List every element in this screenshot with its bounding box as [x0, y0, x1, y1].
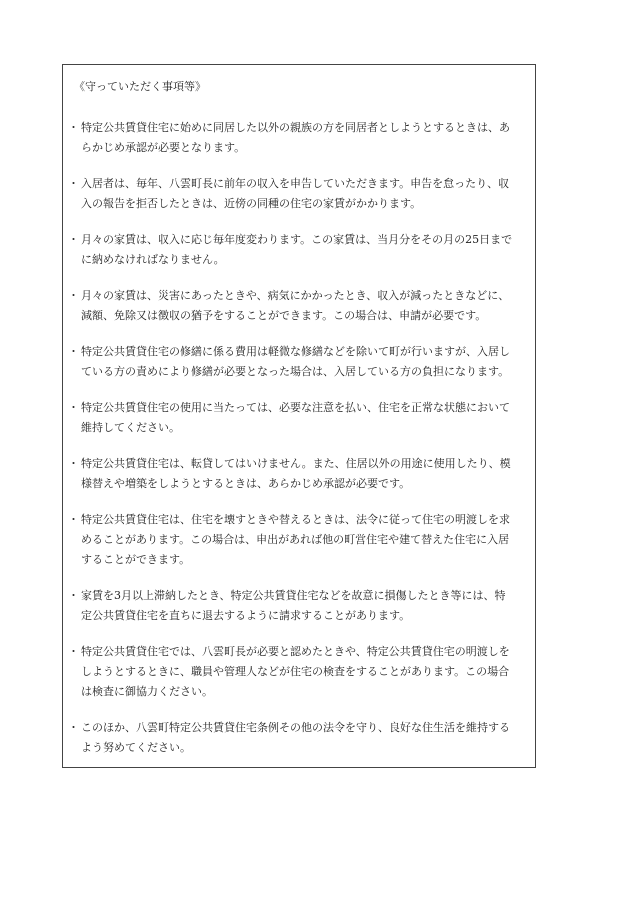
- rule-text: 特定公共賃貸住宅は、住宅を壊すときや替えるときは、法令に従って住宅の明渡しを求: [81, 513, 510, 526]
- rule-text: 入居者は、毎年、八雲町長に前年の収入を申告していただきます。申告を怠ったり、収: [81, 177, 510, 190]
- bullet-marker: ・: [68, 513, 79, 526]
- rule-text: することができます。: [81, 553, 191, 566]
- rule-line: [68, 174, 530, 194]
- rule-text: このほか、八雲町特定公共賃貸住宅条例その他の法令を守り、良好な住生活を維持する: [81, 721, 510, 734]
- rule-item: [68, 642, 530, 702]
- rule-line: [68, 682, 530, 702]
- rule-line: [68, 362, 530, 382]
- rule-text: 特定公共賃貸住宅の修繕に係る費用は軽微な修繕などを除いて町が行いますが、入居し: [81, 345, 510, 358]
- rule-text: 減額、免除又は徴収の猶予をすることができます。この場合は、申請が必要です。: [81, 309, 487, 322]
- rule-line: [68, 738, 530, 758]
- rule-line: [68, 398, 530, 418]
- rule-item: [68, 510, 530, 570]
- rule-line: [68, 138, 530, 158]
- rule-line: [68, 454, 530, 474]
- rule-line: [68, 342, 530, 362]
- rule-line: [68, 286, 530, 306]
- rule-text: 特定公共賃貸住宅では、八雲町長が必要と認めたときや、特定公共賃貸住宅の明渡しを: [81, 645, 510, 658]
- rule-line: [68, 230, 530, 250]
- rule-line: [68, 606, 530, 626]
- rule-item: [68, 286, 530, 326]
- rule-line: [68, 718, 530, 738]
- bullet-marker: ・: [68, 721, 79, 734]
- rule-text: 特定公共賃貸住宅は、転貸してはいけません。また、住居以外の用途に使用したり、模: [81, 457, 511, 470]
- bullet-marker: ・: [68, 233, 79, 246]
- rule-text: 維持してください。: [81, 421, 180, 434]
- bullet-marker: ・: [68, 345, 79, 358]
- rule-text: 定公共賃貸住宅を直ちに退去するように請求することがあります。: [81, 609, 411, 622]
- rule-item: [68, 174, 530, 214]
- bullet-marker: ・: [68, 177, 79, 190]
- section-heading: 《守っていただく事項等》: [74, 80, 206, 93]
- rule-item: [68, 398, 530, 438]
- rule-text: 入の報告を拒否したときは、近傍の同種の住宅の家賃がかかります。: [81, 197, 422, 210]
- rule-text: 特定公共賃貸住宅に始めに同居した以外の親族の方を同居者としようとするときは、あ: [81, 121, 510, 134]
- rule-line: [68, 418, 530, 438]
- rule-line: [68, 306, 530, 326]
- bullet-marker: ・: [68, 589, 79, 602]
- rule-text: 様替えや増築をしようとするときは、あらかじめ承認が必要です。: [81, 477, 411, 490]
- rule-line: [68, 118, 530, 138]
- rule-text: 月々の家賃は、災害にあったときや、病気にかかったとき、収入が減ったときなどに、: [81, 289, 510, 302]
- rule-item: [68, 718, 530, 758]
- rule-line: [68, 510, 530, 530]
- rule-line: [68, 250, 530, 270]
- rule-line: [68, 586, 530, 606]
- rule-item: [68, 342, 530, 382]
- rule-text: 家賃を3月以上滞納したとき、特定公共賃貸住宅などを故意に損傷したとき等には、特: [81, 589, 506, 602]
- rule-line: [68, 550, 530, 570]
- rule-text: ている方の責めにより修繕が必要となった場合は、入居している方の負担になります。: [81, 365, 510, 378]
- bullet-marker: ・: [68, 645, 79, 658]
- rule-text: しようとするときに、職員や管理人などが住宅の検査をすることがあります。この場合: [81, 665, 510, 678]
- rule-line: [68, 474, 530, 494]
- rule-line: [68, 642, 530, 662]
- rule-item: [68, 586, 530, 626]
- rule-text: に納めなければなりません。: [81, 253, 225, 266]
- bullet-marker: ・: [68, 401, 79, 414]
- rule-line: [68, 662, 530, 682]
- rule-item: [68, 118, 530, 158]
- bullet-marker: ・: [68, 289, 79, 302]
- bullet-marker: ・: [68, 121, 79, 134]
- rule-text: 月々の家賃は、収入に応じ毎年度変わります。この家賃は、当月分をその月の25日まで: [81, 233, 513, 246]
- bullet-marker: ・: [68, 457, 79, 470]
- rule-item: [68, 454, 530, 494]
- rule-line: [68, 530, 530, 550]
- rule-text: めることがあります。この場合は、申出があれば他の町営住宅や建て替えた住宅に入居: [81, 533, 510, 546]
- rule-text: よう努めてください。: [81, 741, 191, 754]
- rule-text: らかじめ承認が必要となります。: [81, 141, 246, 154]
- rule-text: は検査に御協力ください。: [81, 685, 213, 698]
- rule-line: [68, 194, 530, 214]
- rule-text: 特定公共賃貸住宅の使用に当たっては、必要な注意を払い、住宅を正常な状態において: [81, 401, 510, 414]
- rule-item: [68, 230, 530, 270]
